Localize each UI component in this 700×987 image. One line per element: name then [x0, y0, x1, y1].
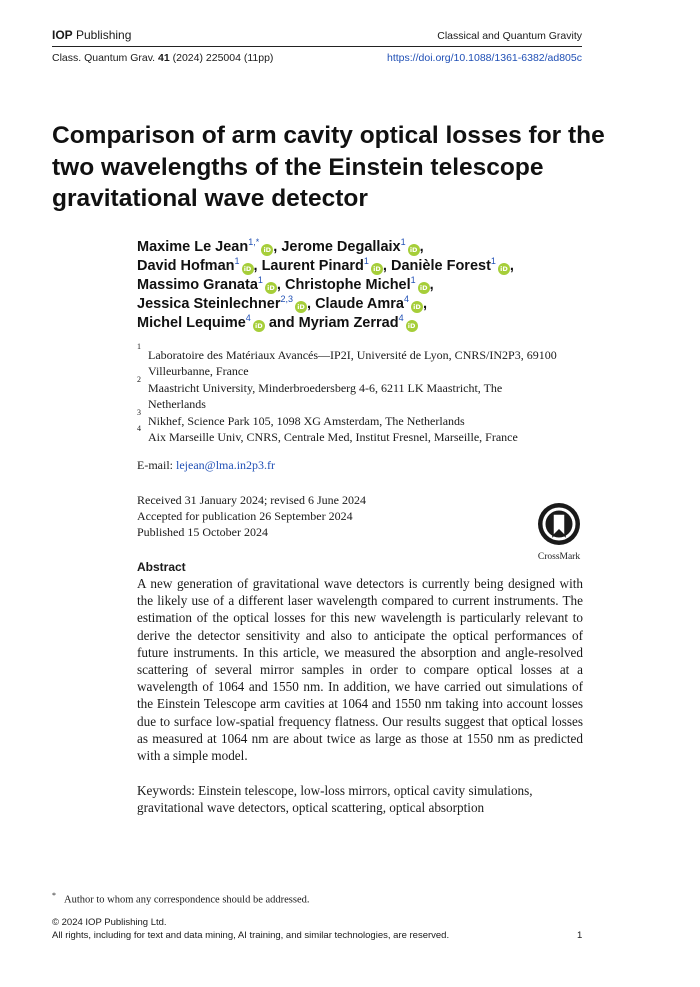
author-list: Maxime Le Jean$^{1,*}$iD , Jerome Degallaix$^1$iD , David Hofman$^1$iD , Laurent Pinard$^1$iD , Danièle Forest$^1$iD , Massimo Granata$^1$iD , Christophe Michel$^1$iD , Jessica Steinlechner$^{2,3}$iD , Claude Amra$^4$iD , Michel Lequime$^4$iD and Myriam Zerrad$^4$iD [137, 237, 514, 331]
orcid-icon[interactable]: iD [265, 282, 277, 294]
rights-notice: All rights, including for text and data mining, AI training, and similar technologies, are reserved. [52, 930, 450, 941]
orcid-icon[interactable]: iD [406, 320, 418, 332]
crossmark-label: CrossMark [537, 552, 581, 562]
orcid-icon[interactable]: iD [242, 263, 254, 275]
journal-name: Classical and Quantum Gravity [437, 30, 582, 42]
abstract-heading: Abstract [137, 560, 186, 574]
copyright: © 2024 IOP Publishing Ltd. [52, 917, 167, 928]
author: Danièle Forest$^1$iD [391, 258, 510, 274]
affiliation: 4 Aix Marseille Univ, CNRS, Centrale Med, Institut Fresnel, Marseille, France [137, 424, 518, 445]
orcid-icon[interactable]: iD [408, 244, 420, 256]
email: E-mail: lejean@lma.in2p3.fr [137, 458, 276, 472]
author: Michel Lequime$^4$iD [137, 315, 265, 331]
author: Jessica Steinlechner$^{2,3}$iD [137, 296, 307, 312]
footnote: * Author to whom any correspondence should be addressed. [52, 891, 310, 906]
orcid-icon[interactable]: iD [418, 282, 430, 294]
header-divider [52, 46, 582, 47]
paper-title: Comparison of arm cavity optical losses for the two wavelengths of the Einstein telescope gravitational wave detector [52, 122, 605, 212]
orcid-icon[interactable]: iD [253, 320, 265, 332]
crossmark-badge[interactable] [531, 502, 587, 562]
published-date: Published 15 October 2024 [137, 524, 268, 539]
orcid-icon[interactable]: iD [411, 301, 423, 313]
orcid-icon[interactable]: iD [498, 263, 510, 275]
orcid-icon[interactable]: iD [295, 301, 307, 313]
orcid-icon[interactable]: iD [261, 244, 273, 256]
orcid-icon[interactable]: iD [371, 263, 383, 275]
abstract-text: A new generation of gravitational wave detectors is currently being designed with the likely use of a different laser wavelength compared to current instruments. The estimation of the optical losses for this new wavelength is particularly relevant to derive the detector sensitivity and also to anticipate the optical performances of future instruments. In this article, we measured the absorption and angle-resolved scattering of several mirror samples in order to compare optical losses at a wavelength of 1064 and 1550 nm. In addition, we have carried out simulations of the Einstein Telescope arm cavities at 1064 and 1550 nm taking into account losses due to surface low-spatial frequency flatness. Our results suggest that optical losses as measured at 1064 nm are about twice as large as those at 1550 nm as predicted with a simple model. [137, 576, 583, 764]
author: Myriam Zerrad$^4$iD [299, 315, 418, 331]
publisher-logo: IOP Publishing [52, 28, 132, 42]
author: David Hofman$^1$iD [137, 258, 254, 274]
author: Christophe Michel$^1$iD [285, 277, 430, 293]
doi-link[interactable]: https://doi.org/10.1088/1361-6382/ad805c [387, 52, 582, 64]
author: Claude Amra$^4$iD [315, 296, 423, 312]
author: Laurent Pinard$^1$iD [262, 258, 383, 274]
crossmark-icon [537, 502, 581, 546]
citation: Class. Quantum Grav. 41 (2024) 225004 (11pp) [52, 52, 274, 64]
page-number: 1 [577, 930, 583, 941]
accepted-date: Accepted for publication 26 September 2024 [137, 508, 353, 523]
affiliations [137, 342, 557, 445]
affiliation: 1 Laboratoire des Matériaux Avancés—IP2I, Université de Lyon, CNRS/IN2P3, 69100 Villeurbanne, France [137, 342, 557, 379]
affiliation: 3 Nikhef, Science Park 105, 1098 XG Amsterdam, The Netherlands [137, 407, 465, 428]
author: Maxime Le Jean$^{1,*}$iD [137, 239, 273, 255]
affiliation: 2 Maastricht University, Minderbroedersberg 4-6, 6211 LK Maastricht, The Netherlands [137, 374, 503, 412]
keywords: Keywords: Einstein telescope, low-loss mirrors, optical cavity simulations, gravitational wave detectors, optical scattering, optical absorption [137, 783, 533, 816]
email-link[interactable]: lejean@lma.in2p3.fr [176, 458, 276, 472]
author: Jerome Degallaix$^1$iD [281, 239, 419, 255]
author: Massimo Granata$^1$iD [137, 277, 277, 293]
publication-dates [137, 493, 366, 540]
received-date: Received 31 January 2024; revised 6 June 2024 [137, 493, 366, 507]
